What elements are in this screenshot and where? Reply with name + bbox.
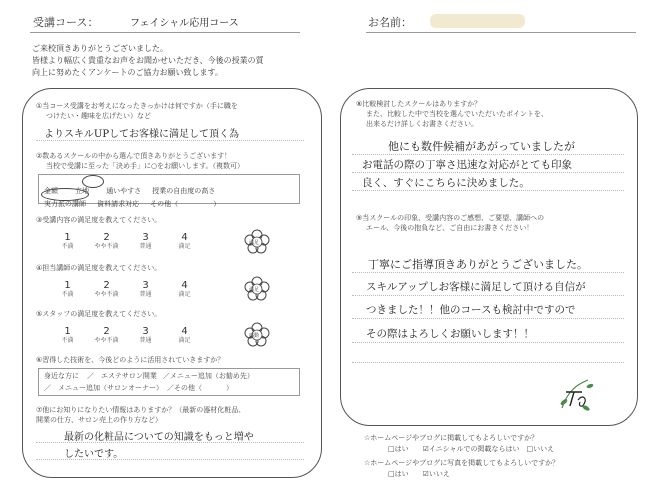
q2-question: ②数あるスクールの中から選んで頂きありがとうございます！: [36, 152, 232, 160]
consent-2-question: ☆ホームページやブログに写真を掲載してもよろしいですか？: [364, 459, 560, 467]
q1-question: ①当コース受講をお考えになったきっかけは何ですか（手に職を: [36, 102, 238, 110]
q5-question: ⑤スタッフの満足度を教えてください。: [36, 310, 162, 318]
q7-answer-line-2: したいです。: [64, 449, 124, 460]
q5-stamp-label: 感動: [249, 333, 260, 339]
q9-answer-line-1: 丁寧にご指導頂きありがとうございました。: [368, 258, 588, 271]
q7-question-2: 開業の仕方、サロン売上の作り方など）: [36, 416, 162, 424]
q6-options-row-2: ／ メニュー追加（サロンオーナー） ／その他（ ）: [44, 384, 233, 392]
q4-question: ④担当講師の満足度を教えてください。: [36, 264, 162, 272]
q7-answer-line-1: 最新の化粧品についての知識をもっと増や: [64, 432, 254, 443]
option-flexibility: 授業の自由度の高さ: [152, 187, 216, 195]
q3-stamp-label: 満足: [249, 240, 260, 246]
q9-question: ⑨当スクールの印象、受講内容のご感想、ご要望、講師への: [356, 214, 545, 222]
q3-question: ③受講内容の満足度を教えてください。: [36, 216, 162, 224]
option-location: 立地: [75, 187, 90, 195]
q1-question-2: つけたい・趣味を広げたい）など: [46, 112, 151, 120]
option-price: 金額: [44, 187, 58, 195]
intro-line-2: 皆様より幅広く貴重なお声をお聞かせいただき、今後の授業の質: [32, 56, 264, 65]
q9-answer-line-4: その際はよろしくお願いします！！: [366, 328, 534, 340]
q8-question-2: また、比較した中で当校を選んでいただいたポイントを、: [366, 110, 548, 118]
option-other: その他（: [150, 200, 179, 208]
q8-question: ⑧比較検討したスクールはありますか？: [356, 100, 482, 108]
q6-options-row-1: 身近な方に ／ エステサロン開業 ／メニュー追加（お勧め先）: [44, 372, 254, 380]
name-underline: [366, 32, 636, 33]
name-label: お名前：: [368, 16, 412, 29]
option-instructor: 実力派の講師: [44, 200, 86, 208]
q5-rating-scale: 1 不満 2 やや不満 3 普通 4 満足: [61, 326, 191, 344]
q2-question-2: 当校で受講に至った「決め手」に○をお願いします。（複数可）: [46, 162, 245, 170]
course-value: フェイシャル応用コース: [130, 18, 239, 29]
course-label: 受講コース：: [33, 16, 99, 29]
q8-answer-line-1: 他にも数件候補があがっていましたが: [388, 140, 575, 153]
q6-question: ⑥習得した技術を、今後どのように活用されていきますか？: [36, 356, 225, 364]
q4-stamp-label: 満足: [249, 287, 260, 293]
q1-answer: よりスキルUPしてお客様に満足して頂く為: [44, 129, 240, 140]
option-brochure: 資料請求対応: [97, 200, 140, 208]
consent-1-options[interactable]: □はい ☑イニシャルでの掲載ならはい □いいえ: [388, 445, 555, 453]
circle-mark-location: [82, 175, 104, 188]
option-other-close: ）: [213, 200, 221, 208]
q9-question-2: エール、今後の抱負など、ご自由にお書きください！: [366, 224, 534, 232]
q9-answer-line-3: つきました！！他のコースも検討中ですので: [366, 304, 576, 316]
q8-answer-line-2: お電話の際の丁寧さ迅速な対応がとても印象: [362, 159, 572, 171]
q8-question-3: 出来るだけ詳しくお書きください。: [366, 120, 478, 128]
q8-answer-line-3: 良く、すぐにこちらに決めました。: [362, 177, 530, 189]
consent-1-question: ☆ホームページやブログに掲載してもよろしいですか？: [364, 434, 539, 442]
intro-line-1: ご来校頂きありがとうございました。: [32, 44, 168, 53]
q7-question: ⑦他にお知りになりたい情報はありますか？（最新の器材化粧品、: [36, 406, 246, 414]
q9-answer-line-2: スキルアップしお客様に満足して頂ける自信が: [366, 281, 586, 293]
q4-rating-scale: 1 不満 2 やや不満 3 普通 4 満足: [61, 280, 191, 298]
course-underline: [30, 32, 300, 33]
circle-mark-instructor: [41, 188, 89, 201]
intro-line-3: 向上に努めたくアンケートのご協力お願い致します。: [32, 68, 223, 77]
consent-2-options[interactable]: □はい ☑いいえ: [388, 470, 450, 478]
option-access: 通いやすさ: [106, 187, 142, 195]
q3-rating-scale: 1 不満 2 やや不満 3 普通 4 満足: [61, 232, 191, 250]
leaf-signature-icon: [552, 372, 598, 418]
name-redacted: [430, 14, 525, 28]
